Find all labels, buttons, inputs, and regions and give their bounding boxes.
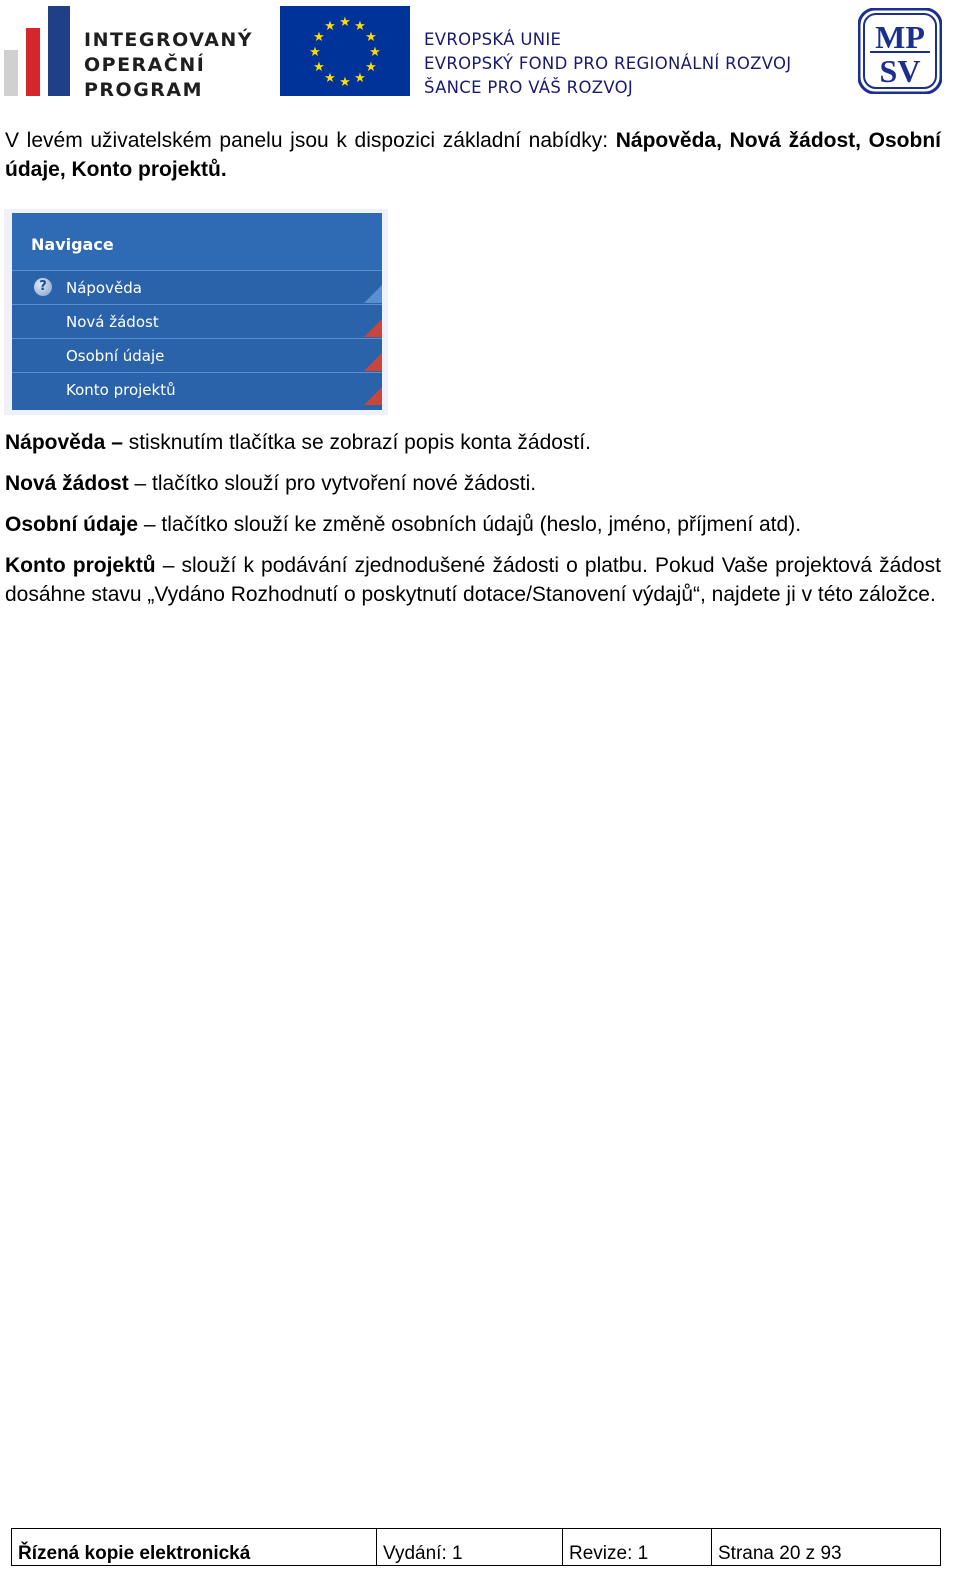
- svg-text:★: ★: [339, 75, 351, 90]
- footer-revision: Revize: 1: [563, 1529, 712, 1565]
- svg-text:★: ★: [309, 45, 321, 60]
- description-nova-zadost: Nová žádost – tlačítko slouží pro vytvoření nové žádosti.: [5, 472, 537, 495]
- eu-flag-icon: [280, 6, 410, 96]
- page-header: [0, 0, 960, 100]
- svg-text:★: ★: [354, 71, 366, 86]
- corner-decoration-icon: [364, 285, 382, 303]
- iop-logo-text: INTEGROVANÝ OPERAČNÍ PROGRAM: [84, 29, 254, 101]
- help-icon: ?: [34, 278, 52, 296]
- navigation-header: [12, 213, 382, 270]
- navigation-screenshot: [4, 209, 388, 415]
- mpsv-logo: [858, 8, 942, 94]
- svg-text:★: ★: [339, 15, 351, 30]
- nav-item-label: Nápověda: [66, 279, 142, 297]
- svg-text:★: ★: [365, 60, 377, 75]
- iop-logo-bars-icon: [4, 6, 76, 96]
- page-footer: [11, 1528, 941, 1566]
- svg-text:★: ★: [324, 19, 336, 34]
- footer-issue: Vydání: 1: [377, 1529, 563, 1565]
- description-osobni-udaje: Osobní údaje – tlačítko slouží ke změně osobních údajů (heslo, jméno, příjmení atd).: [5, 513, 802, 536]
- svg-text:★: ★: [369, 45, 381, 60]
- nav-item-label: Nová žádost: [66, 313, 159, 331]
- corner-decoration-icon: [364, 353, 382, 371]
- svg-text:★: ★: [313, 60, 325, 75]
- navigation-title: Navigace: [31, 235, 114, 254]
- description-napoveda: Nápověda – stisknutím tlačítka se zobrazí popis konta žádostí.: [5, 431, 591, 454]
- svg-text:SV: SV: [879, 53, 921, 89]
- svg-text:★: ★: [354, 19, 366, 34]
- document-body: [5, 120, 941, 184]
- footer-page-number: Strana 20 z 93: [718, 1543, 842, 1564]
- nav-item-osobni-udaje[interactable]: [12, 338, 382, 371]
- iop-logo: [4, 6, 254, 101]
- description-konto-projektu: Konto projektů – slouží k podávání zjednodušené žádosti o platbu. Pokud Vaše projektová žádost dosáhne stavu „Vydáno Rozhodnutí o poskytnutí dotace/Stanovení výdajů“, najdete ji v této záložce.: [5, 554, 941, 606]
- svg-text:MP: MP: [875, 19, 925, 55]
- eu-logo-text: EVROPSKÁ UNIE EVROPSKÝ FOND PRO REGIONÁLNÍ ROZVOJ ŠANCE PRO VÁŠ ROZVOJ: [424, 30, 792, 97]
- intro-paragraph: V levém uživatelském panelu jsou k dispozici základní nabídky: Nápověda, Nová žádost, Osobní údaje, Konto projektů.: [5, 129, 941, 181]
- nav-item-konto-projektu[interactable]: [12, 372, 382, 405]
- svg-text:★: ★: [365, 30, 377, 45]
- nav-item-nova-zadost[interactable]: [12, 304, 382, 337]
- svg-text:★: ★: [313, 30, 325, 45]
- nav-item-label: Konto projektů: [66, 381, 176, 399]
- corner-decoration-icon: [364, 319, 382, 337]
- nav-item-napoveda[interactable]: [12, 270, 382, 303]
- descriptions: [5, 428, 941, 609]
- svg-text:★: ★: [324, 71, 336, 86]
- nav-item-label: Osobní údaje: [66, 347, 165, 365]
- navigation-panel: [12, 213, 382, 410]
- corner-decoration-icon: [364, 387, 382, 405]
- footer-document-type: Řízená kopie elektronická: [12, 1529, 377, 1565]
